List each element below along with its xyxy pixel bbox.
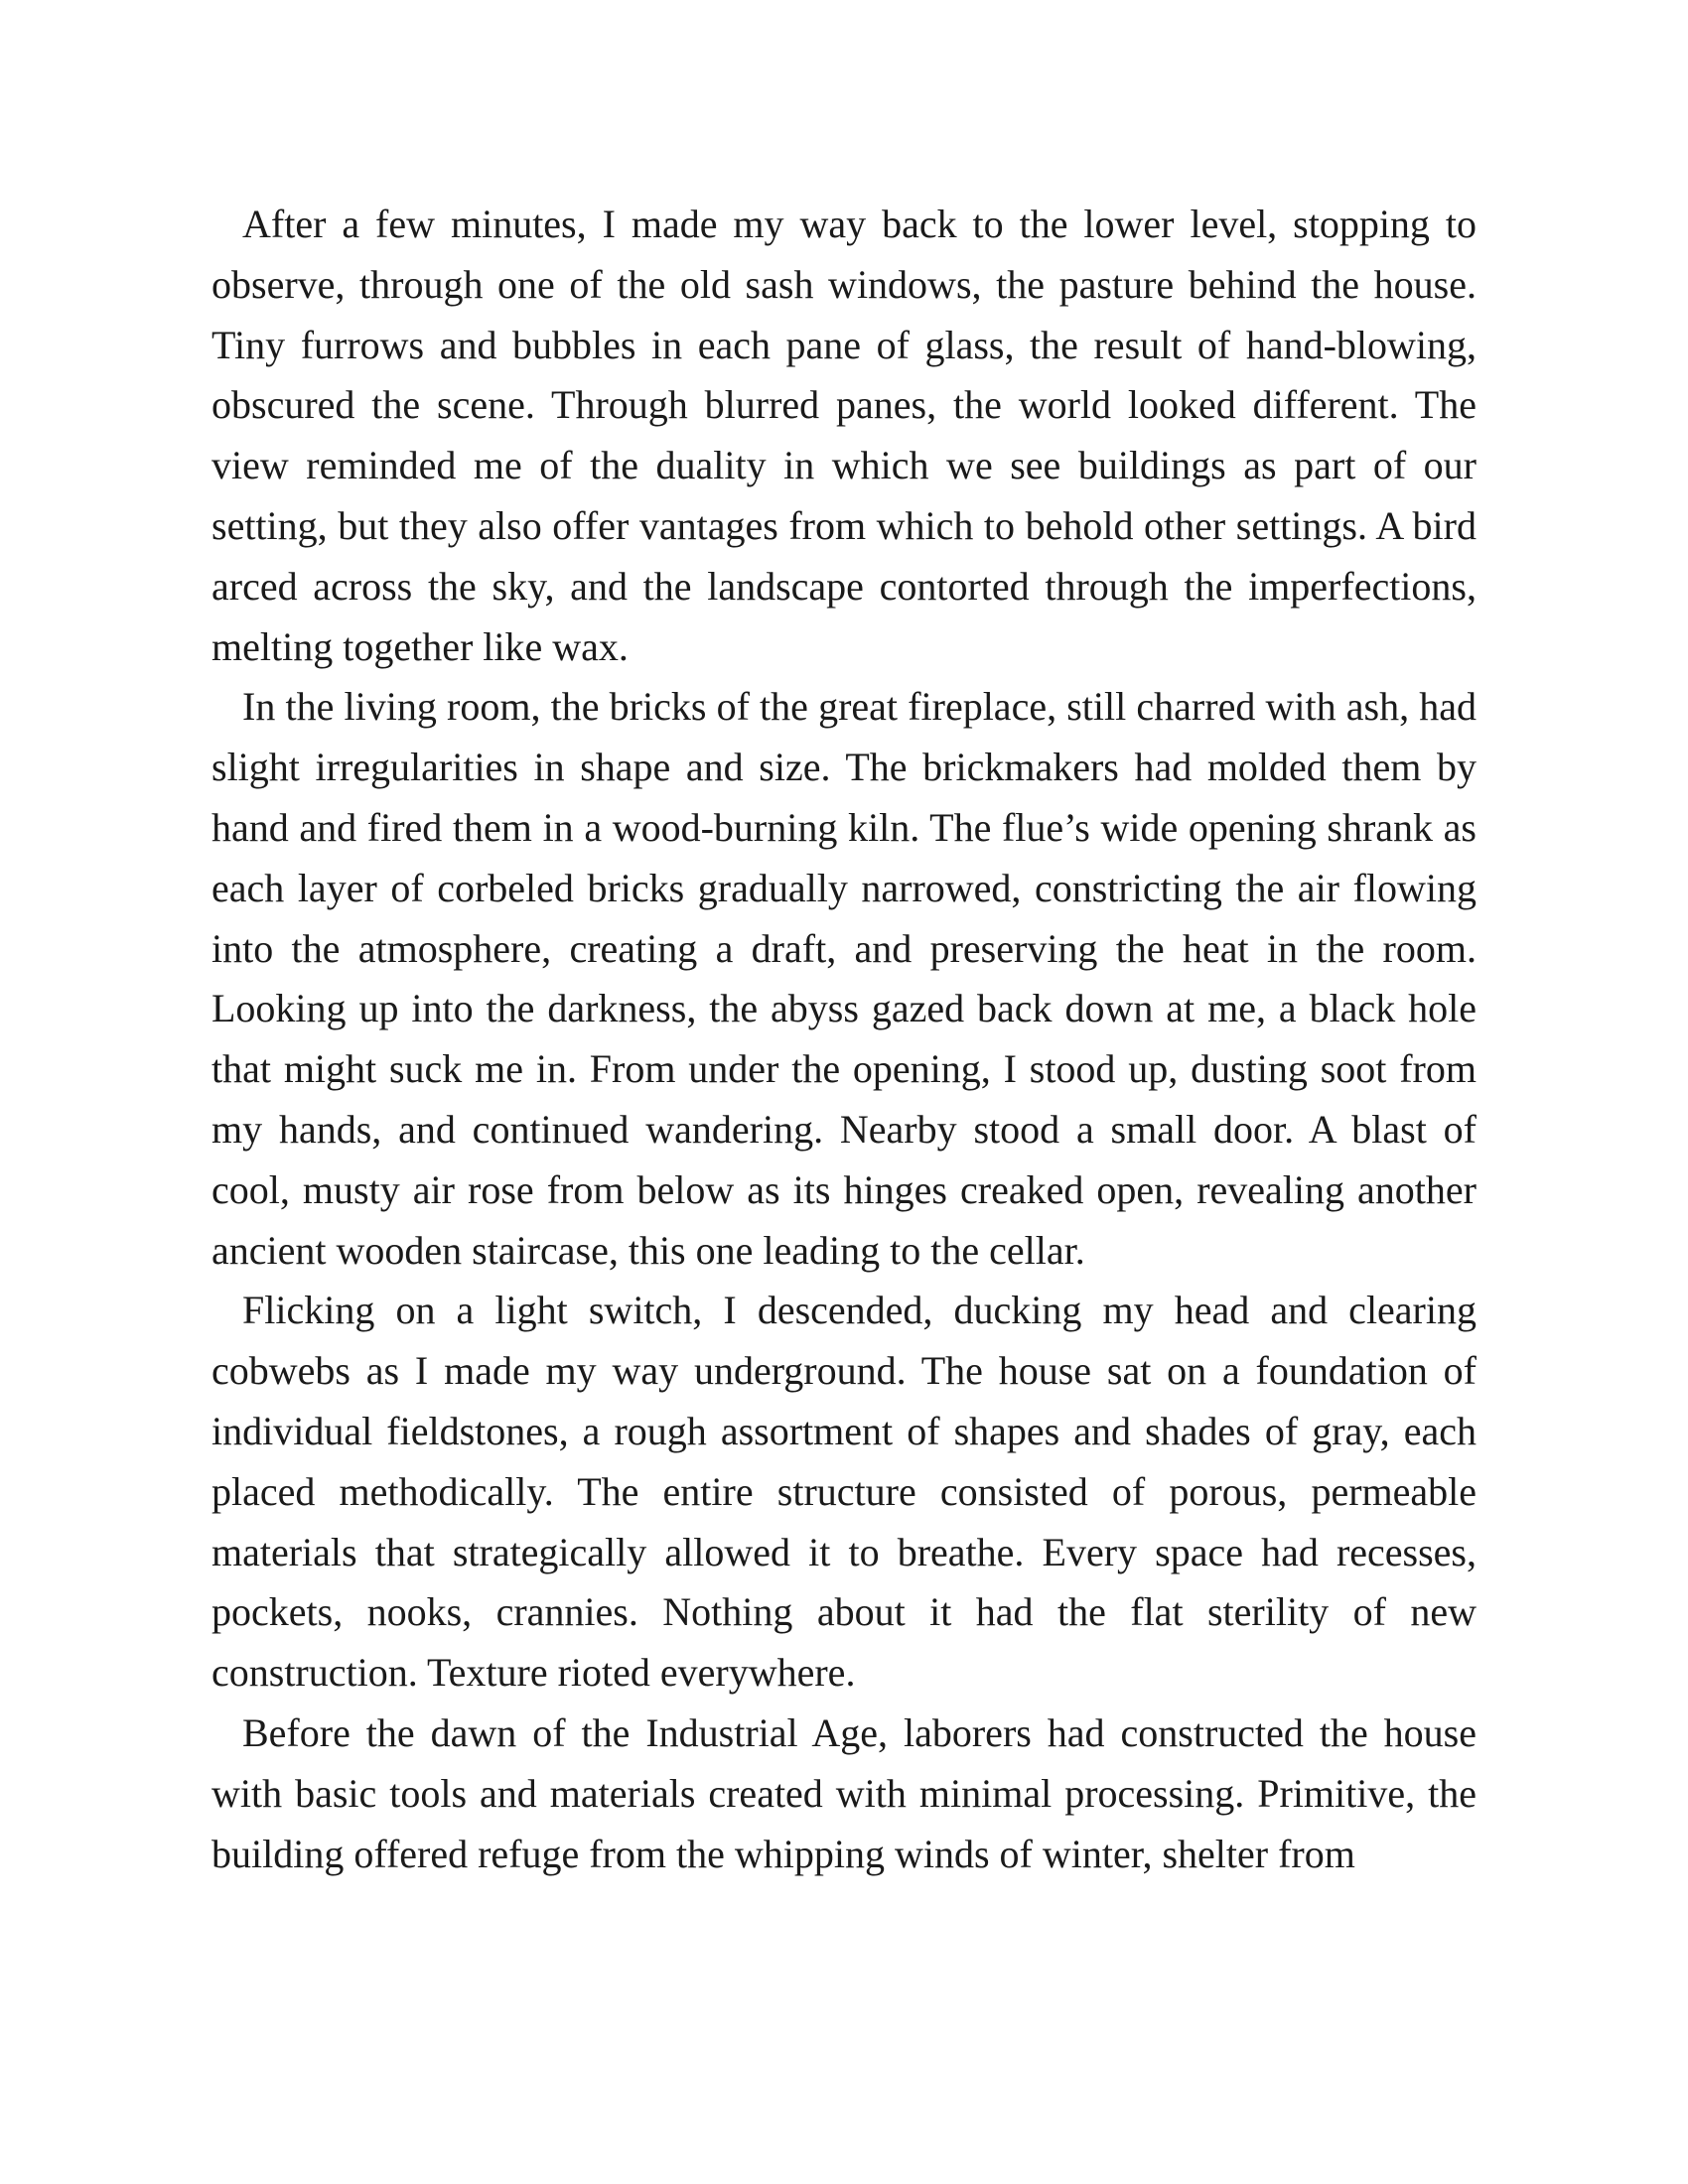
paragraph: Before the dawn of the Industrial Age, laborers had constructed the house with basic tools and materials created with minimal processing. Primitive, the building offered refuge from the whipping winds of winter, shelter from bbox=[211, 1709, 1477, 1876]
paragraph: Flicking on a light switch, I descended, ducking my head and clearing cobwebs as I made my way underground. The house sat on a foundation of individual fieldstones, a rough assortment of shapes and shades of gray, each placed methodically. The entire structure consisted of porous, permeable materials that strategically allowed it to breathe. Every space had recesses, pockets, nooks, crannies. Nothing about it had the flat sterility of new construction. Texture rioted everywhere. bbox=[211, 1288, 1477, 1696]
body-text bbox=[211, 195, 1477, 1884]
paragraph: In the living room, the bricks of the great fireplace, still charred with ash, had slight irregularities in shape and size. The brickmakers had molded them by hand and fired them in a wood-burning kiln. The flue’s wide opening shrank as each layer of corbeled bricks gradually narrowed, constricting the air flowing into the atmosphere, creating a draft, and preserving the heat in the room. Looking up into the darkness, the abyss gazed back down at me, a black hole that might suck me in. From under the opening, I stood up, dusting soot from my hands, and continued wandering. Nearby stood a small door. A blast of cool, musty air rose from below as its hinges creaked open, revealing another ancient wooden staircase, this one leading to the cellar. bbox=[211, 684, 1477, 1273]
paragraph: After a few minutes, I made my way back to the lower level, stopping to observe, through one of the old sash windows, the pasture behind the house. Tiny furrows and bubbles in each pane of glass, the result of hand-blowing, obscured the scene. Through blurred panes, the world looked different. The view reminded me of the duality in which we see buildings as part of our setting, but they also offer vantages from which to behold other settings. A bird arced across the sky, and the landscape contorted through the imperfections, melting together like wax. bbox=[211, 202, 1477, 669]
